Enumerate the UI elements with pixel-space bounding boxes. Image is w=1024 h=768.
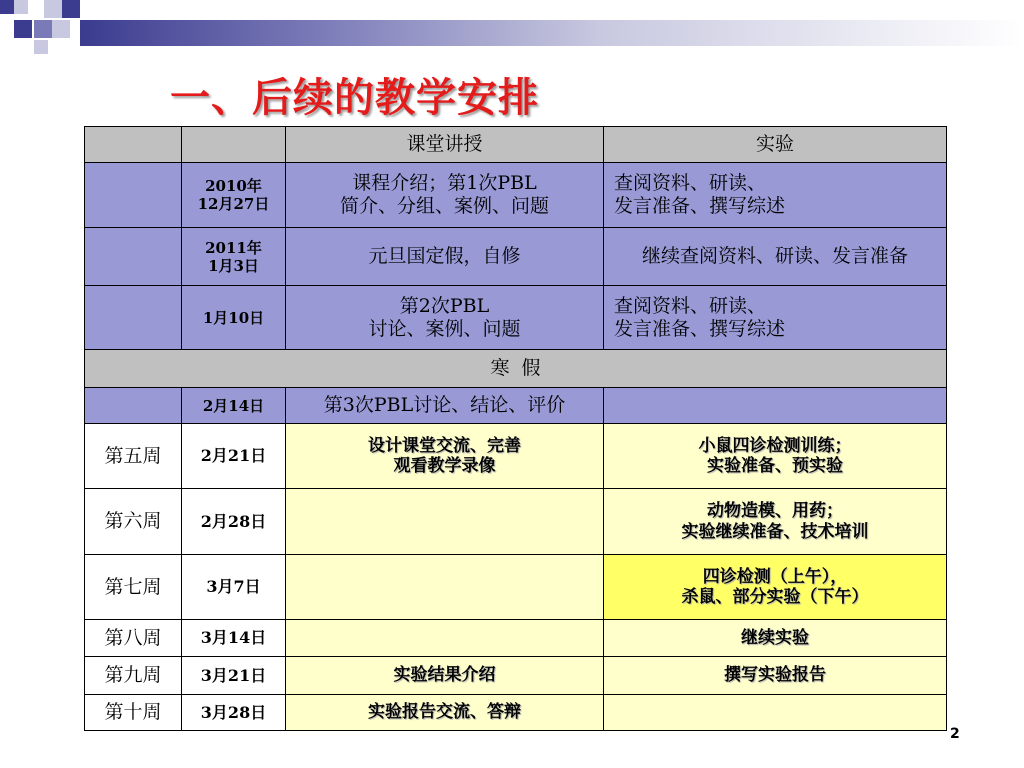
lecture-cell [286, 489, 604, 555]
holiday-row [85, 350, 947, 388]
table-row [85, 555, 947, 620]
table-row [85, 388, 947, 424]
date-line: 1月3日 [208, 256, 259, 275]
table-row [85, 489, 947, 555]
table-row [85, 657, 947, 695]
date-line: 2010年 [205, 177, 262, 195]
week-cell: 第九周 [85, 657, 182, 695]
lecture-cell: 实验结果介绍 [286, 657, 604, 695]
page-number: 2 [950, 726, 960, 742]
week-cell [85, 286, 182, 350]
lab-cell [604, 424, 947, 489]
lab-cell: 继续实验 [604, 620, 947, 657]
lecture-cell: 实验报告交流、答辩 [286, 695, 604, 731]
table-row [85, 163, 947, 228]
week-cell: 第七周 [85, 555, 182, 620]
schedule-table [84, 126, 947, 731]
lab-line: 查阅资料、研读、 [614, 172, 767, 195]
lab-line: 发言准备、撰写综述 [614, 317, 786, 340]
lab-cell [604, 163, 947, 228]
lab-line: 四诊检测（上午）， [702, 566, 848, 587]
table-row [85, 620, 947, 657]
date-cell: 3月21日 [182, 657, 286, 695]
deco-square [44, 0, 62, 18]
lecture-cell [286, 286, 604, 350]
date-cell: 2月28日 [182, 489, 286, 555]
lecture-cell [286, 424, 604, 489]
week-cell [85, 163, 182, 228]
lab-cell: 撰写实验报告 [604, 657, 947, 695]
lab-cell: 继续查阅资料、研读、发言准备 [604, 228, 947, 286]
lab-line: 杀鼠、部分实验（下午） [681, 587, 869, 607]
lab-line: 动物造模、用药； [707, 501, 843, 522]
lecture-line: 第2次PBL [399, 294, 490, 317]
week-cell: 第五周 [85, 424, 182, 489]
lecture-line: 简介、分组、案例、问题 [339, 195, 549, 217]
lecture-line: 设计课堂交流、完善 [368, 435, 521, 456]
deco-square [62, 0, 80, 18]
lab-line: 实验继续准备、技术培训 [681, 521, 869, 542]
lab-cell [604, 695, 947, 731]
lecture-cell: 第3次PBL讨论、结论、评价 [286, 388, 604, 424]
lecture-cell [286, 620, 604, 657]
header-cell-lecture: 课堂讲授 [286, 127, 604, 163]
date-cell: 3月7日 [182, 555, 286, 620]
deco-square [52, 20, 70, 38]
header-cell-date [182, 127, 286, 163]
table-row [85, 695, 947, 731]
week-cell [85, 228, 182, 286]
lab-cell [604, 286, 947, 350]
table-row [85, 228, 947, 286]
date-cell: 3月14日 [182, 620, 286, 657]
lab-line: 发言准备、撰写综述 [614, 195, 786, 217]
table-header-row [85, 127, 947, 163]
header-cell-lab: 实验 [604, 127, 947, 163]
lab-cell [604, 489, 947, 555]
lab-cell [604, 388, 947, 424]
deco-square [14, 0, 28, 14]
date-line: 12月27日 [197, 195, 270, 213]
lecture-cell [286, 163, 604, 228]
lecture-cell [286, 555, 604, 620]
date-cell: 3月28日 [182, 695, 286, 731]
lecture-line: 观看教学录像 [393, 456, 496, 476]
date-line: 2011年 [205, 238, 262, 257]
date-cell: 2月14日 [182, 388, 286, 424]
deco-square [0, 0, 14, 14]
week-cell: 第六周 [85, 489, 182, 555]
lab-cell [604, 555, 947, 620]
lecture-cell: 元旦国定假，自修 [286, 228, 604, 286]
week-cell: 第十周 [85, 695, 182, 731]
page-title: 一、后续的教学安排 [170, 75, 539, 121]
table-row [85, 286, 947, 350]
date-cell: 1月10日 [182, 286, 286, 350]
holiday-cell: 寒 假 [85, 350, 947, 388]
header-gradient-bar [80, 20, 1024, 46]
lab-line: 查阅资料、研读、 [614, 294, 767, 317]
date-cell: 2月21日 [182, 424, 286, 489]
week-cell: 第八周 [85, 620, 182, 657]
deco-square [0, 40, 14, 54]
date-cell [182, 163, 286, 228]
lab-line: 小鼠四诊检测训练； [698, 435, 852, 456]
deco-square [14, 20, 32, 38]
date-cell [182, 228, 286, 286]
lecture-line: 课程介绍；第1次PBL [352, 172, 537, 195]
lecture-line: 讨论、案例、问题 [368, 317, 521, 340]
header-cell-week [85, 127, 182, 163]
lab-line: 实验准备、预实验 [707, 456, 843, 476]
deco-square [34, 40, 48, 54]
table-row [85, 424, 947, 489]
deco-square [34, 20, 52, 38]
week-cell [85, 388, 182, 424]
